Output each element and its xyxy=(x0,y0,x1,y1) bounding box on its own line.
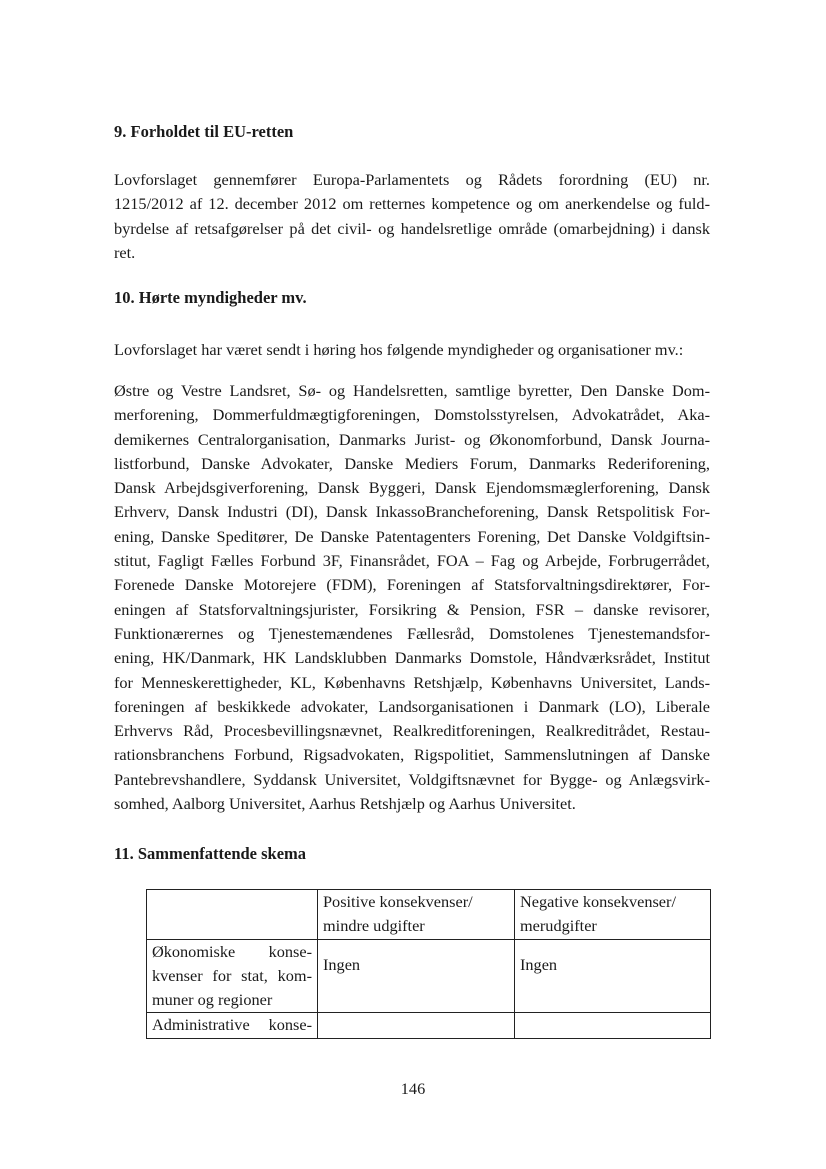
cell-text: muner og regioner xyxy=(152,990,273,1010)
cell-text: Økonomiske konse- xyxy=(152,941,312,961)
text-line: Østre og Vestre Landsret, Sø- og Handelsretten, samtlige byretter, Den Danske Dom- xyxy=(114,381,710,400)
cell-text: merudgifter xyxy=(520,916,597,936)
text-line: 1215/2012 af 12. december 2012 om retternes kompetence og om anerkendelse og fuld- xyxy=(114,194,710,214)
text-line: Lovforslaget har været sendt i høring hos følgende myndigheder og organisationer mv.: xyxy=(114,340,684,359)
text-line: demikernes Centralorganisation, Danmarks Jurist- og Økonomforbund, Dansk Journa- xyxy=(114,429,710,449)
page-number: 146 xyxy=(400,1079,426,1098)
positive-cell xyxy=(318,1013,515,1038)
text-line: Forenede Danske Motorejere (FDM), Foreningen af Statsforvaltningsdirektører, For- xyxy=(114,575,710,595)
text-line: foreningen af beskikkede advokater, Landsorganisationen i Danmark (LO), Liberale xyxy=(114,696,710,716)
section-10-list-paragraph xyxy=(114,379,710,816)
text-line: merforening, Dommerfuldmægtigforeningen, Domstolsstyrelsen, Advokatrådet, Aka- xyxy=(114,405,710,425)
text-line: Dansk Arbejdsgiverforening, Dansk Byggeri, Dansk Ejendomsmæglerforening, Dansk xyxy=(114,478,710,498)
positive-cell xyxy=(318,939,515,1013)
section-11-heading: 11. Sammenfattende skema xyxy=(114,844,307,863)
section-10-heading: 10. Hørte myndigheder mv. xyxy=(114,288,307,307)
table-header-negative xyxy=(515,890,711,940)
section-9-heading: 9. Forholdet til EU-retten xyxy=(114,122,294,141)
table-header-empty-cell xyxy=(147,890,318,940)
text-line: byrdelse af retsafgørelser på det civil- og handelsretlige område (omarbejdning) i dansk xyxy=(114,218,710,238)
text-line: Funktionærernes og Tjenestemændenes Fællesråd, Domstolenes Tjenestemandsfor- xyxy=(114,623,710,643)
table-header-row xyxy=(147,890,711,940)
cell-text: Ingen xyxy=(323,954,361,974)
text-line: ening, HK/Danmark, HK Landsklubben Danmarks Domstole, Håndværksrådet, Institut xyxy=(114,648,710,668)
cell-text: Administrative konse- xyxy=(152,1015,312,1035)
table-header-positive xyxy=(318,890,515,940)
negative-cell xyxy=(515,939,711,1013)
section-10-intro xyxy=(114,338,710,362)
cell-text: kvenser for stat, kom- xyxy=(152,965,312,985)
text-line: ret. xyxy=(114,242,136,262)
table-row xyxy=(147,939,711,1013)
text-line: Lovforslaget gennemfører Europa-Parlamentets og Rådets forordning (EU) nr. xyxy=(114,170,710,189)
text-line: ening, Danske Speditører, De Danske Patentagenters Forening, Det Danske Voldgiftsin- xyxy=(114,526,710,546)
text-line: listforbund, Danske Advokater, Danske Mediers Forum, Danmarks Rederiforening, xyxy=(114,453,710,473)
cell-text: Ingen xyxy=(520,954,558,974)
text-line: Erhvervs Råd, Procesbevillingsnævnet, Realkreditforeningen, Realkreditrådet, Restau- xyxy=(114,721,710,741)
text-line: for Menneskerettigheder, KL, Københavns Retshjælp, Københavns Universitet, Lands- xyxy=(114,672,710,692)
text-line: Erhverv, Dansk Industri (DI), Dansk InkassoBrancheforening, Dansk Retspolitisk For- xyxy=(114,502,710,522)
text-line: somhed, Aalborg Universitet, Aarhus Retshjælp og Aarhus Universitet. xyxy=(114,794,576,814)
text-line: stitut, Fagligt Fælles Forbund 3F, Finansrådet, FOA – Fag og Arbejde, Forbrugerrådet, xyxy=(114,551,710,571)
text-line: rationsbranchens Forbund, Rigsadvokaten, Rigspolitiet, Sammenslutningen af Danske xyxy=(114,745,710,765)
negative-cell xyxy=(515,1013,711,1038)
section-9-paragraph xyxy=(114,168,710,265)
table-row xyxy=(147,1013,711,1038)
cell-text: mindre udgifter xyxy=(323,916,425,936)
text-line: Pantebrevshandlere, Syddansk Universitet, Voldgiftsnævnet for Bygge- og Anlægsvirk- xyxy=(114,769,710,789)
text-line: eningen af Statsforvaltningsjurister, Forsikring & Pension, FSR – danske revisorer, xyxy=(114,599,710,619)
cell-text: Positive konsekvenser/ xyxy=(323,892,473,911)
row-label-cell xyxy=(147,1013,318,1038)
summary-table xyxy=(146,889,711,1039)
row-label-cell xyxy=(147,939,318,1013)
cell-text: Negative konsekvenser/ xyxy=(520,892,676,911)
